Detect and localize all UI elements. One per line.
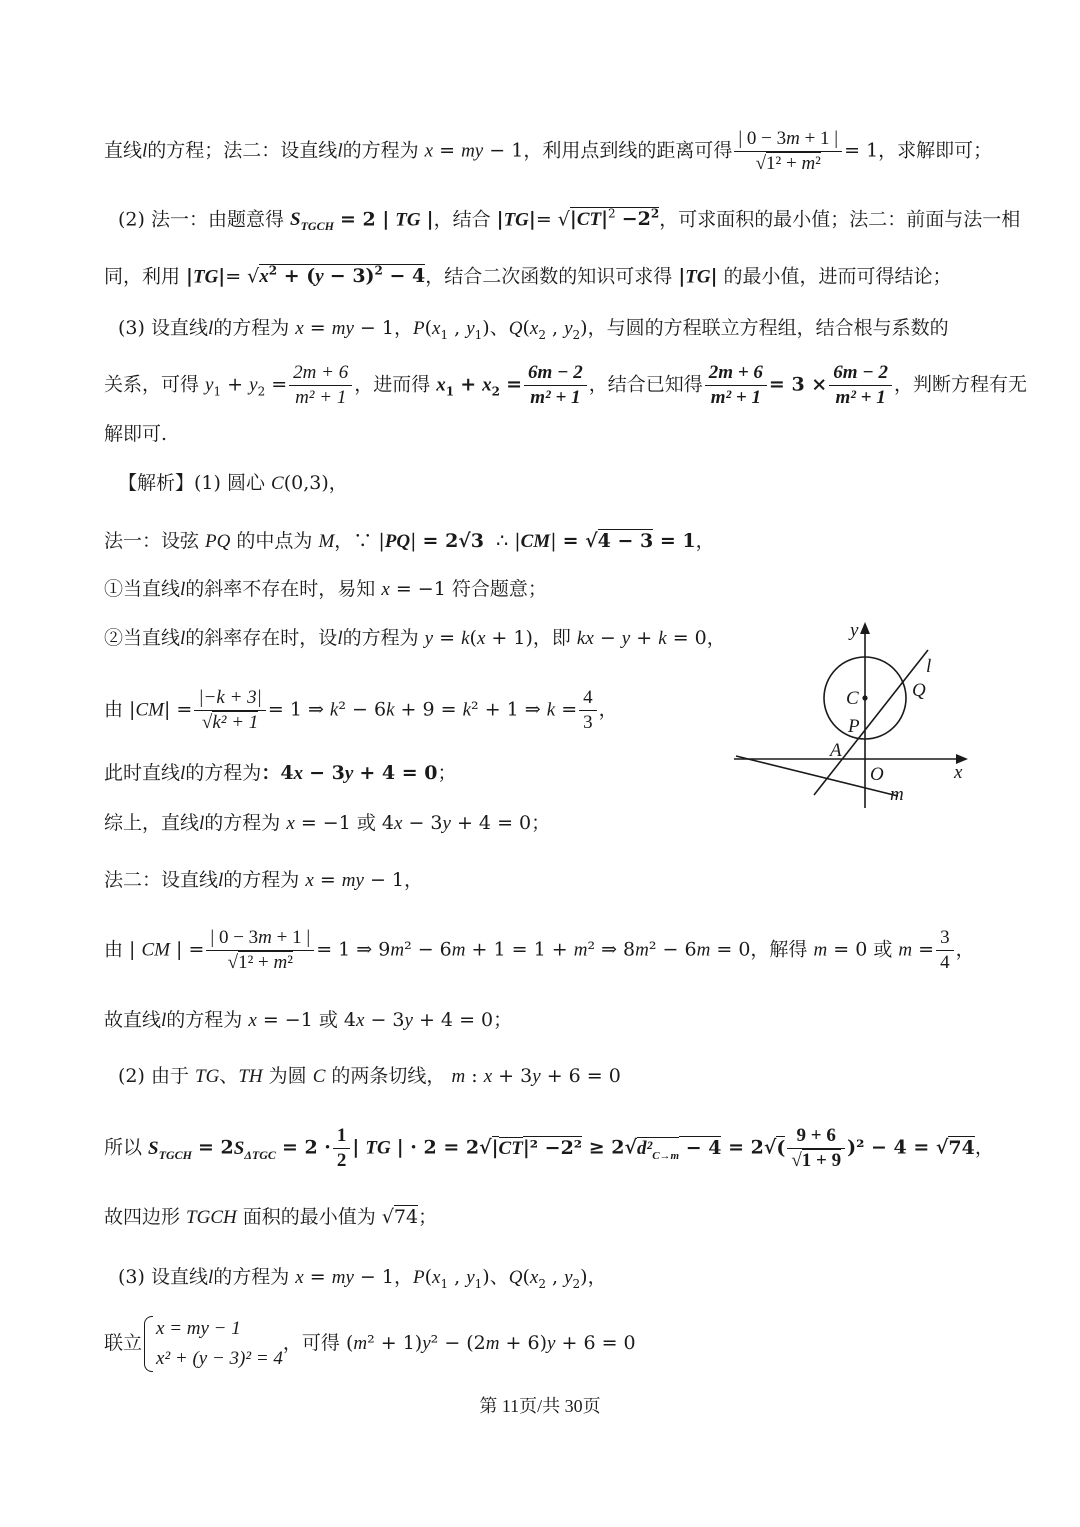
text-line-10: ②当直线l的斜率存在时，设l的方程为 y = k(x + 1)，即 kx − y + k = 0， — [104, 627, 726, 649]
label-a: A — [830, 740, 842, 761]
center-point-c — [862, 695, 867, 700]
text-line-2: (2) 法一：由题意得 $S_{TGCH} = 2$ | TG |，结合 $|TG|= √|CT|^2 -2^2$，可求面积的最小值；法二：前面与法一相 — [118, 207, 1021, 234]
text-line-16: 故直线l的方程为 x = −1 或 4x − 3y + 4 = 0； — [104, 1009, 513, 1031]
text-line-11: 由 |CM| = $\frac{|-k + 3|}{\text{√k² + 1}}$ = 1 ⇒ k² − 6k + 9 = k² + 1 ⇒ k = $\frac{4}{3}$ ， — [104, 687, 618, 733]
text-line-6: 解即可. — [104, 423, 168, 445]
y-axis-arrow — [860, 622, 870, 634]
text-line-15: 由 | CM | = $\frac{| 0 - 3m + 1 |}{\text{√1² + m²}}$ = 1 ⇒ 9m² − 6m + 1 = 1 + m² ⇒ 8m² − 6m = 0，解得 m = 0 或 m = $\frac{3}{4}$ ， — [104, 927, 975, 973]
page-footer: 第 11页/共 30页 — [479, 1396, 601, 1416]
text-line-9: ①当直线l的斜率不存在时，易知 x = −1 符合题意； — [104, 578, 547, 600]
label-l: l — [926, 656, 932, 677]
text-line-1: 直线l的方程；法二：设直线l的方程为 x = my − 1，利用点到线的距离可得 $\frac{| 0 - 3m + 1 |}{\text{√1² + m²}}$ = 1，求解即可； — [104, 128, 993, 174]
text-line-17: (2) 由于 TG、TH 为圆 C 的两条切线， m : x + 3y + 6 = 0 — [118, 1065, 621, 1087]
text-line-21: 联立 x = my − 1 x² + (y − 3)² = 4 ，可得 (m² + 1)y² − (2m + 6)y + 6 = 0 — [104, 1314, 636, 1374]
text-line-7: 【解析】(1) 圆心 C(0,3)， — [118, 472, 348, 494]
text-line-19: 故四边形 TGCH 面积的最小值为 √74； — [104, 1206, 438, 1228]
text-line-12: 此时直线l的方程为：4x − 3y + 4 = 0； — [104, 762, 457, 784]
text-line-18: 所以 $S_{TGCH} = 2S_{\Delta TGC} = 2$ · $\frac{1}{2}$ | TG | · $2 = 2√|CT|^2 -2^2 \ge 2√d^2_{C\to m} - 4 = 2√$( $\frac{9 + 6}{√1 + 9}$ )² − 4 = √74， — [104, 1125, 994, 1171]
label-c: C — [846, 688, 859, 709]
label-o: O — [870, 764, 884, 785]
text-line-13: 综上，直线l的方程为 x = −1 或 4x − 3y + 4 = 0； — [104, 812, 551, 834]
label-x: x — [954, 762, 963, 783]
label-q: Q — [912, 680, 926, 701]
text-line-14: 法二：设直线l的方程为 x = my − 1， — [104, 869, 424, 891]
label-y: y — [850, 620, 859, 641]
text-line-3: 同，利用 $|TG|= √x^2 + (y - 3)^2 - 4$，结合二次函数的知识可求得 |TG| 的最小值，进而可得结论； — [104, 264, 952, 288]
text-line-20: (3) 设直线l的方程为 x = my − 1，$P(x_1$ , $y_1$)、$Q(x_2$ , $y_2$)， — [118, 1266, 607, 1291]
text-line-4: (3) 设直线l的方程为 x = my − 1，$P(x_1$ , $y_1$)、$Q(x_2$ , $y_2$)，与圆的方程联立方程组，结合根与系数的 — [118, 317, 949, 342]
geometry-figure — [730, 612, 990, 822]
text-line-5: 关系，可得 $y_1 + y_2$ = $\frac{2m + 6}{\text{m² + 1}}$ ，进而得 $x_1 + x_2$ = $\frac{6m - 2}{\text{m² + 1}}$ ，结合已知得 $\frac{2m + 6}{\text{m² + 1}}$ = 3 × $\frac{6m - 2}{\text{m² + 1}}$ ，判断方程有无 — [104, 362, 1028, 408]
label-m: m — [890, 784, 904, 805]
label-p: P — [848, 716, 860, 737]
text-line-8: 法一：设弦 PQ 的中点为 M，∵ |PQ| = 2√3 ∴ |CM| = √4 − 3 = 1， — [104, 530, 715, 552]
